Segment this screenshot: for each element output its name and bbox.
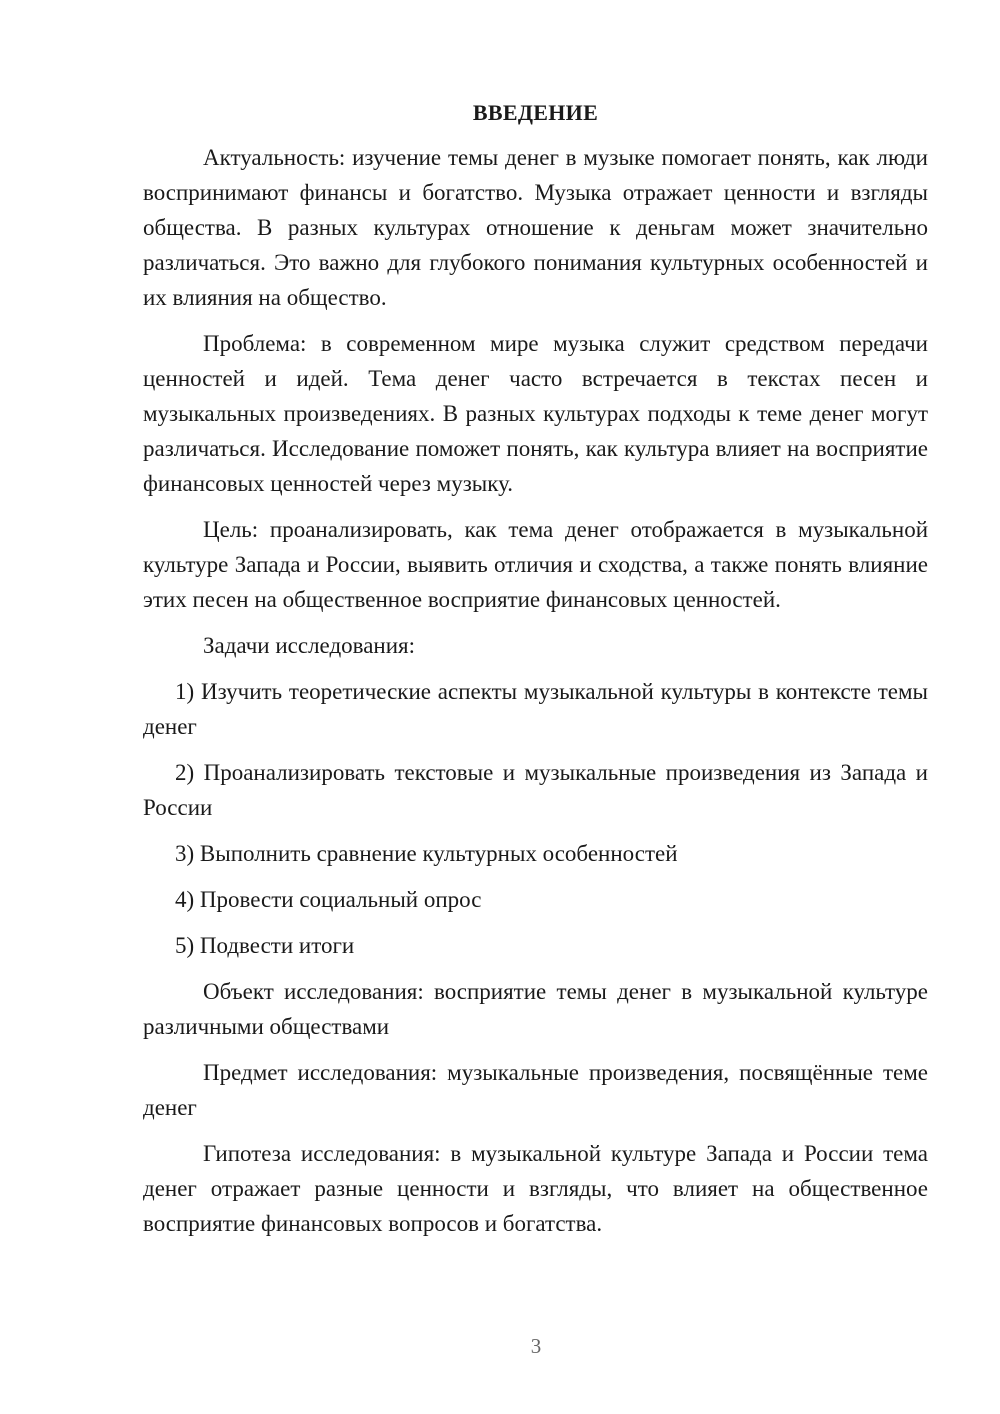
task-item: 1) Изучить теоретические аспекты музыкальной культуры в контексте темы денег — [143, 679, 928, 739]
paragraph-object: Объект исследования: восприятие темы денег в музыкальной культуре различными обществами — [143, 979, 928, 1039]
paragraph-subject: Предмет исследования: музыкальные произведения, посвящённые теме денег — [143, 1060, 928, 1120]
paragraph-relevance: Актуальность: изучение темы денег в музыке помогает понять, как люди воспринимают финансы и богатство. Музыка отражает ценности и взгляды общества. В разных культурах отношение к деньгам может значительно различаться. Это важно для глубокого понимания культурных особенностей и их влияния на общество. — [143, 145, 928, 310]
task-item: 4) Провести социальный опрос — [175, 887, 482, 912]
page-content — [143, 95, 928, 1252]
task-item: 2) Проанализировать текстовые и музыкальные произведения из Запада и России — [143, 760, 928, 820]
paragraph-goal: Цель: проанализировать, как тема денег отображается в музыкальной культуре Запада и России, выявить отличия и сходства, а также понять влияние этих песен на общественное восприятие финансовых ценностей. — [143, 517, 928, 612]
paragraph-problem: Проблема: в современном мире музыка служит средством передачи ценностей и идей. Тема денег часто встречается в текстах песен и музыкальных произведениях. В разных культурах подходы к теме денег могут различаться. Исследование поможет понять, как культура влияет на восприятие финансовых ценностей через музыку. — [143, 331, 928, 496]
task-item: 5) Подвести итоги — [175, 933, 355, 958]
paragraph-tasks-intro: Задачи исследования: — [203, 633, 416, 658]
task-item: 3) Выполнить сравнение культурных особенностей — [175, 841, 678, 866]
page-number: 3 — [530, 1334, 542, 1358]
section-heading: ВВЕДЕНИЕ — [472, 100, 599, 125]
paragraph-hypothesis: Гипотеза исследования: в музыкальной культуре Запада и России тема денег отражает разные ценности и взгляды, что влияет на общественное восприятие финансовых вопросов и богатства. — [143, 1141, 928, 1236]
